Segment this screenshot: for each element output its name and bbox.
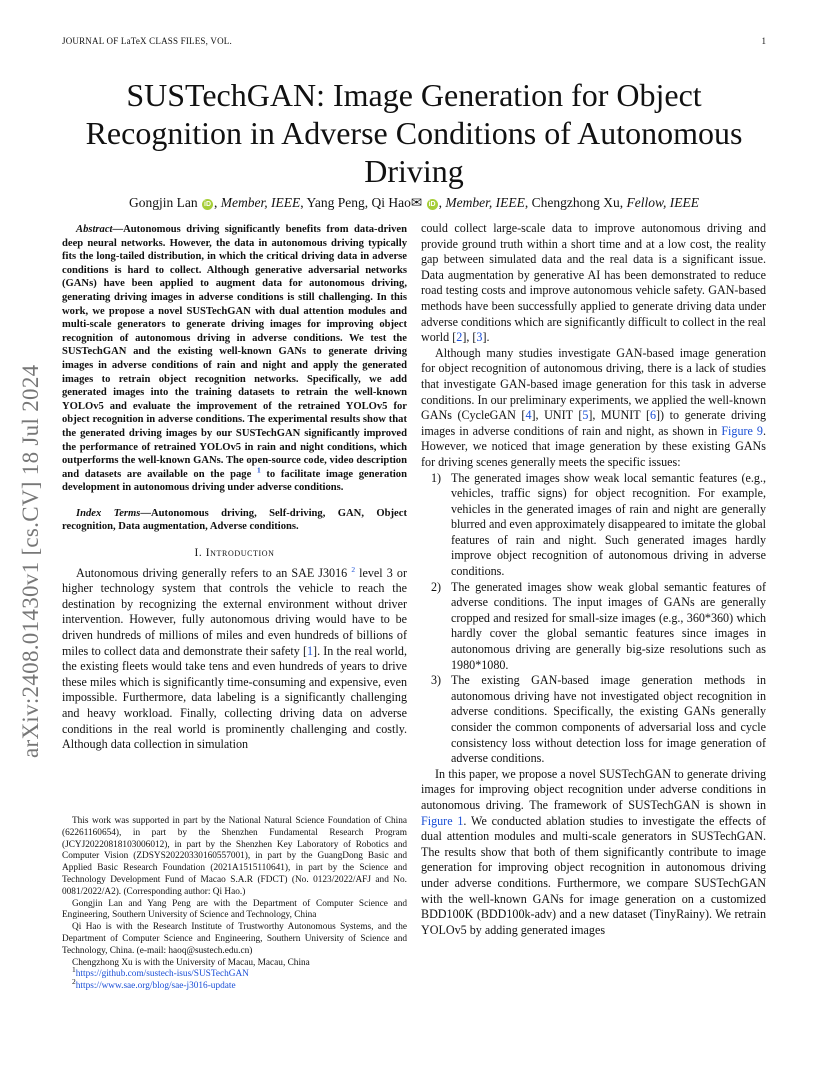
running-head: JOURNAL OF LaTeX CLASS FILES, VOL. [62, 36, 232, 46]
abstract [62, 223, 407, 495]
abstract-text: —Autonomous driving significantly benefits from data-driven deep neural networks. However, the data in autonomous driving typically fits the long-tailed distribution, in which the critical driving data in adverse conditions is hard to collect. Although generative adversarial networks (GANs) have been applied to augment data for autonomous driving, generating driving images in adverse conditions is still challenging. In this work, we propose a novel SUSTechGAN with dual attention modules and multi-scale generators to generate driving images for improving object recognition of autonomous driving in adverse conditions. We test the SUSTechGAN and the existing well-known GANs to generate driving images in adverse conditions of rain and night and apply the generated images to retrain object recognition networks. Specifically, we add generated images into the training datasets to retrain the well-known YOLOv5 and evaluate the improvement of the retrained YOLOv5 for object recognition in adverse conditions. The experimental results show that the generated driving images by our SUSTechGAN significantly improved the performance of retrained YOLOv5 in rain and night conditions, which outperforms the well-known GANs. The open-source code, video description and datasets are available on the page [62, 224, 407, 480]
footnote-mark: 1 [72, 965, 76, 975]
list-text: The existing GAN-based image generation methods in autonomous driving have not investigated object recognition in adverse conditions. Specifically, the existing GANs generally consider the common components of adversarial loss and cycle consistency loss without detection loss for image generation of adverse conditions. [451, 673, 766, 766]
abstract-lead: Abstract [76, 224, 113, 235]
figure-link[interactable]: Figure 1 [421, 813, 464, 828]
text-run: level 3 or higher technology system that controls the vehicle to reach the destination by recognizing the external environment without driver intervention. However, fully autonomous driving would have to be driven hundreds of millions of miles and even hundreds of billions of miles to collect data and demonstrate their safety [ [62, 565, 407, 658]
page-number: 1 [761, 36, 766, 46]
citation-link[interactable]: 2 [456, 330, 463, 345]
text-run: ], MUNIT [ [588, 408, 650, 423]
github-link[interactable]: https://github.com/sustech-isus/SUSTechGAN [75, 969, 249, 980]
footnote-ref[interactable]: 1 [256, 465, 261, 475]
intro-paragraph [62, 566, 407, 753]
footnote-funding: This work was supported in part by the National Natural Science Foundation of China (62261160654), in part by the Shenzhen Fundamental Research Program (JCYJ20220818103006012), in part by the Shenzhen Key Laboratory of Robotics and Computer Vision (ZDSYS20220330160557001), in part by the GuangDong Basic and Applied Basic Research Foundation (2021A1515110641), in part by the Science and Technology Development Fund of Macao S.A.R (FDCT) (No. 0123/2022/AFJ and No. 0081/2022/A2). (Corresponding author: Qi Hao.) [62, 816, 407, 897]
footnote-mark: 2 [72, 977, 76, 987]
citation-link[interactable]: 1 [307, 643, 314, 658]
footnote-affiliation: Gongjin Lan and Yang Peng are with the Department of Computer Science and Engineering, Southern University of Science and Technology, China [62, 898, 407, 921]
intro-paragraph [421, 346, 766, 471]
envelope-icon: ✉ [410, 195, 423, 210]
list-text: The generated images show weak global semantic features of adverse conditions. The input images of GANs are generally cropped and resized for small-size images (e.g., 360*360) which hardly cover the global semantic features since images in autonomous driving are generally big-size resolutions such as 1980*1080. [451, 579, 766, 672]
footnote-affiliation: Chengzhong Xu is with the University of Macau, Macau, China [72, 957, 310, 968]
citation-link[interactable]: 3 [476, 330, 483, 345]
right-column [421, 221, 766, 938]
sae-link[interactable]: https://www.sae.org/blog/sae-j3016-update [75, 981, 236, 992]
figure-link[interactable]: Figure 9 [721, 423, 763, 438]
footnote-link [62, 977, 407, 993]
author-line: Gongjin Lan iD , Member, IEEE, Yang Peng, Qi Hao✉ iD , Member, IEEE, Chengzhong Xu, Fellow, IEEE [129, 195, 699, 210]
orcid-icon[interactable]: iD [204, 201, 212, 208]
author-role: Member, IEEE [220, 195, 301, 210]
text-run: Autonomous driving generally refers to an SAE J3016 [76, 565, 348, 580]
issue-list [421, 471, 766, 767]
footnote-affiliation: Qi Hao is with the Research Institute of Trustworthy Autonomous Systems, and the Department of Computer Science and Engineering, Southern University of Science and Technology, China. (e-mail: haoq@sustech.edu.cn) [62, 922, 407, 956]
list-number: 3) [431, 673, 442, 688]
text-run: ]. In the real world, the existing fleets would take tens and even hundreds of years to drive these miles which is significantly time-consuming and expensive, even impossible. Furthermore, data labeling is a significantly challenging and heavy workload. Finally, collecting driving data on adverse conditions in the real world is prominently challenging and costly. Although data collection in simulation [62, 643, 407, 752]
list-number: 2) [431, 579, 442, 594]
text-run: Although many studies investigate GAN-based image generation for object recognition of autonomous driving, there is a lack of studies that investigate GAN-based image generation for this task in adverse conditions. In our preliminary experiments, we applied the well-known GANs (CycleGAN [ [421, 345, 766, 423]
orcid-icon[interactable]: iD [428, 201, 436, 208]
author-peng-hao: Yang Peng, Qi Hao [306, 195, 411, 210]
text-run: In this paper, we propose a novel SUSTechGAN to generate driving images for improving object recognition under adverse conditions in autonomous driving. The framework of SUSTechGAN is shown in [421, 766, 766, 812]
author-xu: Chengzhong Xu, [531, 195, 624, 210]
citation-link[interactable]: 6 [649, 408, 657, 423]
intro-paragraph [421, 221, 766, 346]
text-run: . However, we noticed that image generation by these existing GANs for driving scenes generally meets the specific issues: [421, 423, 766, 469]
intro-paragraph [421, 767, 766, 939]
citation-link[interactable]: 5 [582, 408, 589, 423]
paper-title: SUSTechGAN: Image Generation for Object Recognition in Adverse Conditions of Autonomous Driving [85, 77, 743, 189]
text-run: ]) to generate driving images in adverse conditions of rain and night, as shown in [421, 408, 767, 438]
text-run: ], [ [462, 330, 477, 345]
list-text: The generated images show weak local semantic features (e.g., vehicles, traffic signs) for object recognition. For example, vehicles in the generated images of rain and night are generally blurred and even approximately disappeared to imitate the global features of rain and night. Such generated images hardly improve object recognition of autonomous driving in adverse conditions. [451, 470, 766, 579]
footnotes [62, 816, 407, 993]
footnote-ref[interactable]: 2 [351, 564, 356, 574]
index-terms-text: —Autonomous driving, Self-driving, GAN, Object recognition, Data augmentation, Adverse conditions. [62, 507, 407, 533]
left-column [62, 223, 407, 753]
author-lan: Gongjin Lan [129, 195, 198, 210]
text-run: ], UNIT [ [531, 408, 583, 423]
index-terms-lead: Index Terms [76, 507, 141, 519]
list-item [421, 673, 766, 767]
author-role: Member, IEEE [445, 195, 525, 210]
section-heading: I. Introduction [194, 547, 275, 560]
abstract-tail: to facilitate image generation development in autonomous driving under adverse conditions. [62, 468, 407, 494]
text-run: ]. [482, 330, 490, 345]
list-item [421, 471, 766, 580]
author-role: Fellow, IEEE [626, 195, 699, 210]
citation-link[interactable]: 4 [525, 408, 532, 423]
index-terms [62, 507, 407, 534]
arxiv-stamp: arXiv:2408.01430v1 [cs.CV] 18 Jul 2024 [18, 364, 43, 758]
text-run: could collect large-scale data to improve autonomous driving and provide ground truth within a short time and at a low cost, the reality gap between simulated data and the real data is a significant issue. Data augmentation by generative AI has been demonstrated to reduce road testing costs and improve autonomous vehicle safety. GAN-based methods have been successfully applied to generate driving data under adverse conditions which are significantly difficult to collect in the real world [ [421, 221, 767, 345]
text-run: . We conducted ablation studies to investigate the effects of dual attention modules and multi-scale generators in SUSTechGAN. The results show that both of them significantly contribute to image generation for improving object recognition in autonomous driving under adverse conditions. Furthermore, we compare SUSTechGAN with the well-known GANs for image generation on a customized BDD100K (BDD100k-adv) and a new dataset (TinyRainy). We retrain YOLOv5 by adding generated images [421, 813, 766, 937]
footnote-link [62, 965, 407, 981]
list-item [421, 580, 766, 674]
list-number: 1) [431, 470, 442, 485]
